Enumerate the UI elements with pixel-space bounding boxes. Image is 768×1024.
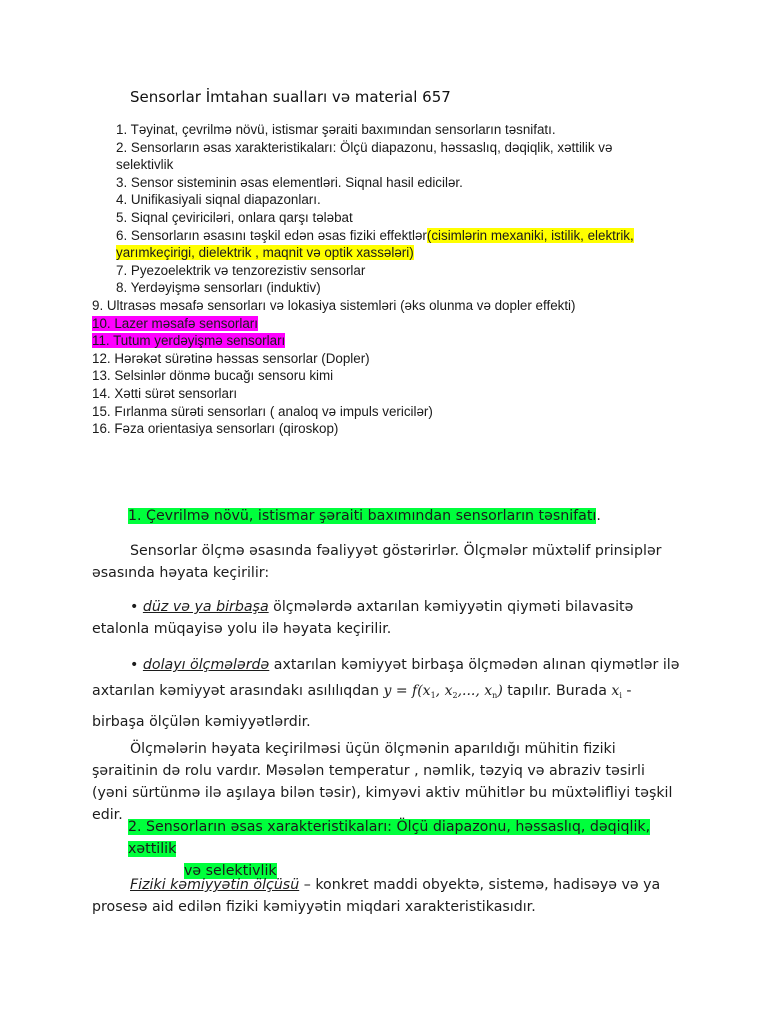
question-text: 2. Sensorların əsas xarakteristikaları: Ölçü diapazonu, həssaslıq, dəqiqlik, xəttilik və bbox=[116, 139, 613, 155]
question-item bbox=[0, 121, 768, 139]
question-item bbox=[0, 315, 768, 333]
section-1-heading bbox=[128, 505, 688, 527]
question-item bbox=[0, 244, 768, 262]
question-text: 15. Fırlanma sürəti sensorları ( analoq və impuls vericilər) bbox=[92, 403, 433, 419]
question-item bbox=[0, 332, 768, 350]
bullet-indirect-text-1: axtarılan kəmiyyət birbaşa ölçmədən alınan qiymətlər ilə axtarılan kəmiyyət arasındakı asılılıqdan bbox=[92, 657, 680, 699]
question-text: selektivlik bbox=[116, 157, 174, 173]
document-title: Sensorlar İmtahan sualları və material 657 bbox=[130, 88, 451, 106]
definition-text: – konkret maddi obyektə, sistemə, hadisəyə və ya prosesə aid edilən fiziki kəmiyyətin miqdari xarakteristikasıdır. bbox=[92, 877, 661, 915]
question-item bbox=[0, 385, 768, 403]
question-text: 3. Sensor sisteminin əsas elementləri. Siqnal hasil edicilər. bbox=[116, 174, 463, 190]
section-2-definition bbox=[92, 874, 682, 918]
bullet-direct-text: ölçmələrdə axtarılan kəmiyyətin qiyməti bilavasitə etalonla müqayisə yolu ilə həyata keçirilir. bbox=[92, 599, 634, 637]
term-indirect: dolayı ölçmələrdə bbox=[142, 657, 270, 673]
question-item bbox=[0, 279, 768, 297]
question-text: 1. Təyinat, çevrilmə növü, istismar şəraiti baxımından sensorların təsnifatı. bbox=[116, 122, 556, 137]
question-item bbox=[0, 156, 768, 174]
section-2-heading-line-1: 2. Sensorların əsas xarakteristikaları: Ölçü diapazonu, həssaslıq, dəqiqlik, xəttilik bbox=[128, 819, 651, 857]
question-item bbox=[0, 367, 768, 385]
question-highlight: (cisimlərin mexaniki, istilik, elektrik, bbox=[426, 227, 634, 243]
question-text: 13. Selsinlər dönmə bucağı sensoru kimi bbox=[92, 368, 334, 384]
bullet-indirect-measurement bbox=[92, 652, 682, 735]
question-text: 8. Yerdəyişmə sensorları (induktiv) bbox=[116, 280, 321, 296]
question-item bbox=[0, 227, 768, 245]
question-text: 6. Sensorların əsasını təşkil edən əsas fiziki effektlər bbox=[116, 227, 427, 243]
question-item bbox=[0, 174, 768, 192]
section-1-heading-tail: . bbox=[596, 508, 601, 524]
question-text: 5. Siqnal çeviriciləri, onlara qarşı tələbat bbox=[116, 209, 353, 225]
question-item bbox=[0, 262, 768, 280]
question-item bbox=[0, 350, 768, 368]
section-1-intro: Sensorlar ölçmə əsasında fəaliyyət göstərirlər. Ölçmələr müxtəlif prinsiplər əsasında həyata keçirilir: bbox=[92, 543, 662, 581]
section-2-heading bbox=[128, 816, 688, 882]
question-item bbox=[0, 420, 768, 438]
section-2-heading-line-2: və selektivlik bbox=[184, 863, 277, 879]
question-highlight: 11. Tutum yerdəyişmə sensorları bbox=[92, 333, 286, 349]
term-physical-quantity: Fiziki kəmiyyətin ölçüsü bbox=[130, 877, 300, 893]
question-highlight: 10. Lazer məsafə sensorları bbox=[92, 315, 258, 331]
question-text: 12. Hərəkət sürətinə həssas sensorlar (Dopler) bbox=[92, 350, 370, 366]
question-text: 16. Fəza orientasiya sensorları (qiroskop) bbox=[92, 421, 339, 437]
bullet-indirect-text-2: tapılır. Burada bbox=[502, 683, 612, 699]
question-item bbox=[0, 297, 768, 315]
question-text: 14. Xətti sürət sensorları bbox=[92, 385, 238, 401]
bullet-direct-measurement bbox=[92, 596, 682, 640]
question-list bbox=[0, 121, 768, 438]
section-1-heading-text: 1. Çevrilmə növü, istismar şəraiti baxımından sensorların təsnifatı bbox=[128, 508, 597, 524]
section-1-conditions: Ölçmələrin həyata keçirilməsi üçün ölçmənin aparıldığı mühitin fiziki şəraitinin də rolu vardır. Məsələn temperatur , nəmlik, təzyiq və abraziv təsirli (yəni sürtünmə ilə aşılaya bilən təsir), kimyəvi aktiv mühitlər bu müxtəlifliyi təşkil edir. bbox=[92, 741, 673, 823]
question-highlight: yarımkeçirigi, dielektrik , maqnit və optik xassələri) bbox=[116, 245, 414, 261]
bullet-indirect-text-3: - birbaşa ölçülən kəmiyyətlərdir. bbox=[92, 683, 632, 730]
question-item bbox=[0, 403, 768, 421]
dependency-formula: $y = f(x_1$, $x_2$,..., $x_n$) bbox=[383, 683, 503, 700]
term-direct: düz və ya birbaşa bbox=[142, 599, 269, 615]
question-text: 9. Ultrasəs məsafə sensorları və lokasiya sistemləri (əks olunma və dopler effekti) bbox=[92, 297, 576, 313]
question-text: 7. Pyezoelektrik və tenzorezistiv sensorlar bbox=[116, 262, 366, 278]
question-text: 4. Unifikasiyali siqnal diapazonları. bbox=[116, 192, 321, 208]
bullet-mark: • bbox=[130, 657, 139, 673]
question-item bbox=[0, 139, 768, 157]
question-item bbox=[0, 191, 768, 209]
question-item bbox=[0, 209, 768, 227]
xi-variable: $x_i$ bbox=[611, 683, 622, 700]
bullet-mark: • bbox=[130, 599, 139, 615]
